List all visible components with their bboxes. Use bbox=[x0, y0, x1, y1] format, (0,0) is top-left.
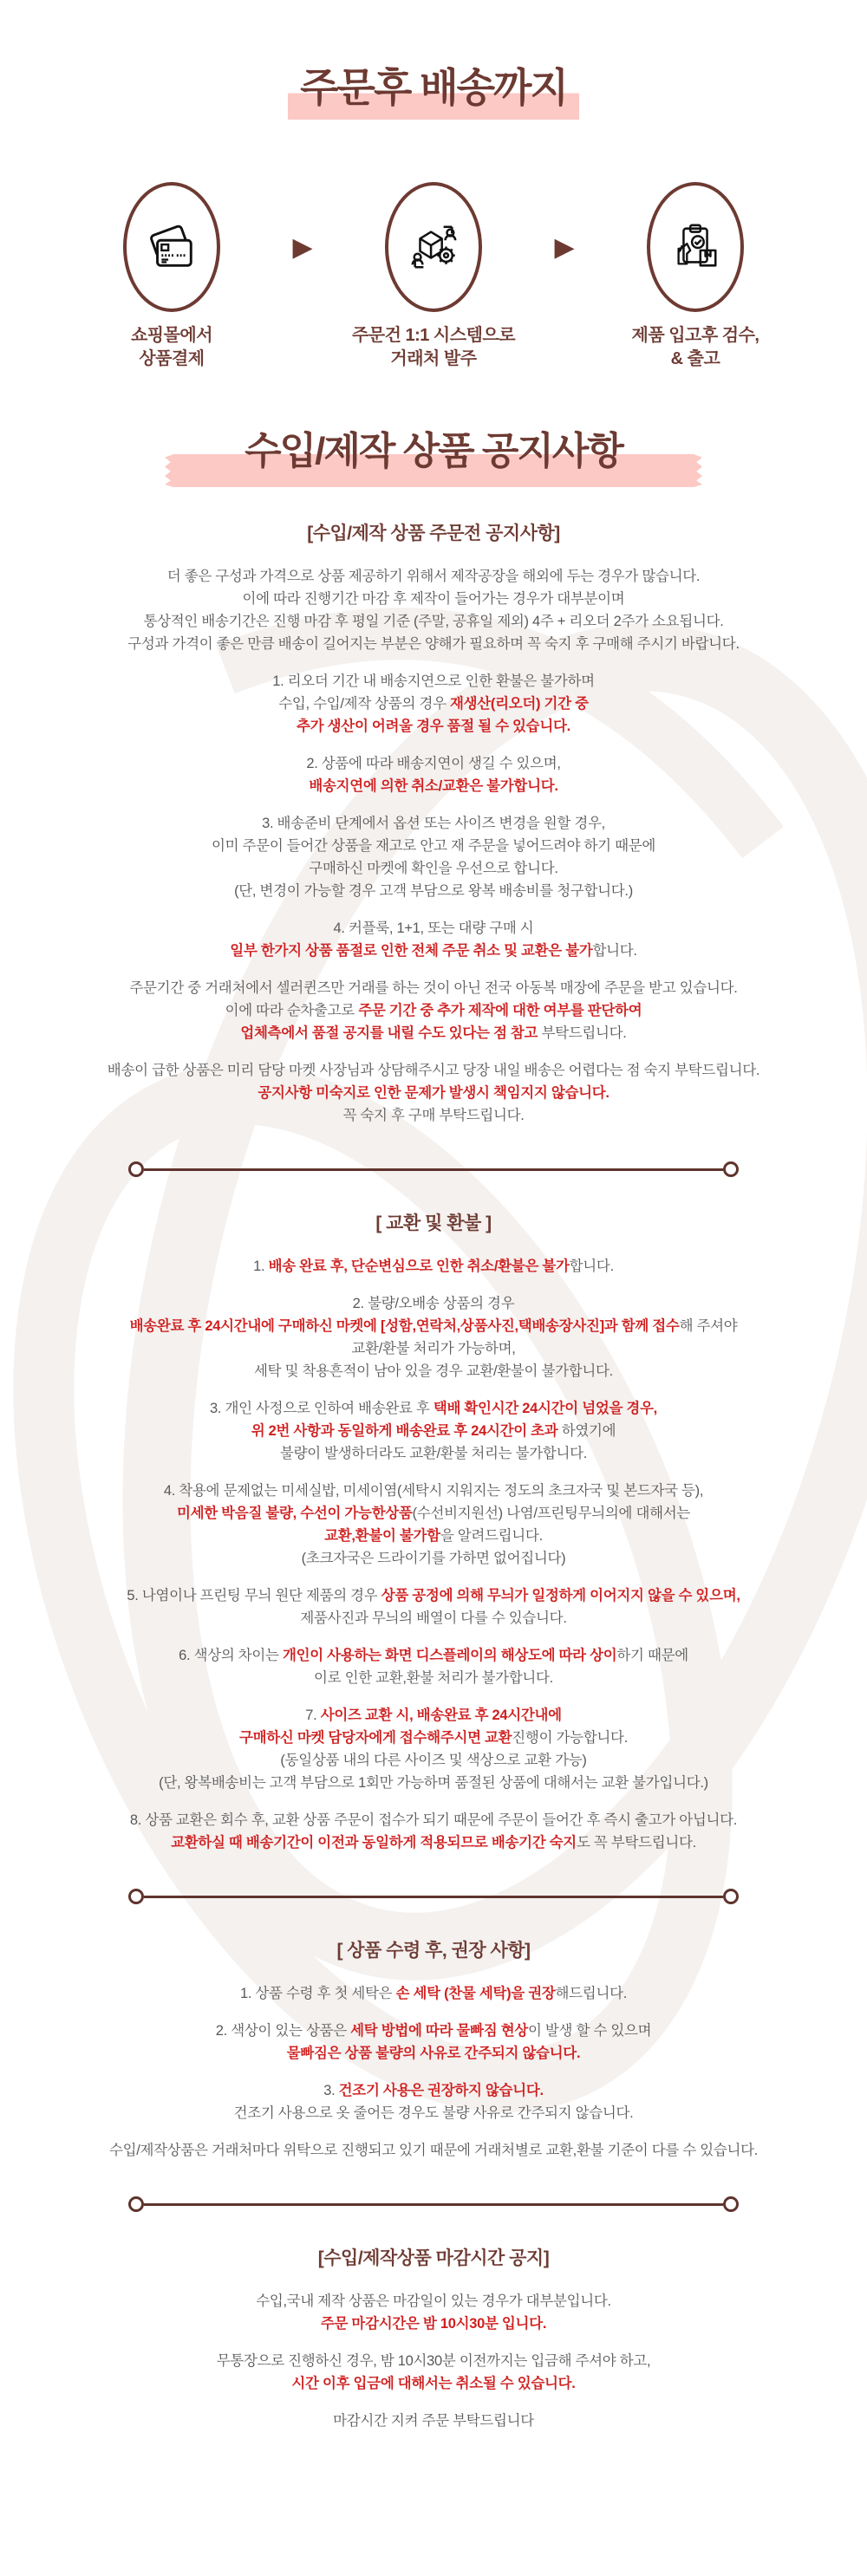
page-title bbox=[0, 62, 867, 120]
text-segment: 도 꼭 부탁드립니다. bbox=[576, 1835, 696, 1851]
text-segment: 하기 때문에 bbox=[616, 1648, 688, 1664]
text-segment: 부탁드립니다. bbox=[538, 1025, 627, 1042]
text-segment: 세탁 및 착용흔적이 남아 있을 경우 교환/환불이 불가합니다. bbox=[254, 1363, 613, 1380]
text-segment: 상품 공정에 의해 무늬가 일정하게 이어지지 않을 수 있으며, bbox=[381, 1588, 740, 1604]
section-header: [수입/제작 상품 주문전 공지사항] bbox=[307, 524, 560, 544]
step-circle bbox=[385, 182, 482, 312]
text-segment: 구성과 가격이 좋은 만큼 배송이 길어지는 부분은 양해가 필요하며 꼭 숙지 후 구매해 주시기 바랍니다. bbox=[127, 636, 740, 653]
text-segment: 4. 커플룩, 1+1, 또는 대량 구매 시 bbox=[333, 920, 534, 937]
notice-line bbox=[0, 2350, 867, 2372]
notice-line bbox=[0, 1704, 867, 1727]
text-segment: 배송이 급한 상품은 미리 담당 마켓 사장님과 상담해주시고 당장 내일 배송은 어렵다는 점 숙지 부탁드립니다. bbox=[107, 1063, 760, 1079]
text-segment: 구매하신 마켓 담당자에게 접수해주시면 교환 bbox=[239, 1730, 512, 1747]
notice-block bbox=[0, 1397, 867, 1465]
notice-line bbox=[0, 2410, 867, 2432]
notice-line bbox=[0, 1809, 867, 1831]
section-body bbox=[0, 2290, 867, 2432]
step-circle bbox=[123, 182, 220, 312]
text-segment: (단, 변경이 가능할 경우 고객 부담으로 왕복 배송비를 청구합니다.) bbox=[234, 883, 633, 900]
divider-ring-icon bbox=[723, 1161, 739, 1177]
text-segment: 주문 기간 중 추가 제작에 대한 여부를 판단하여 bbox=[358, 1003, 642, 1019]
step-inspection-shipping bbox=[587, 182, 804, 371]
text-segment: 재생산(리오더) 기간 중 bbox=[450, 696, 589, 712]
notice-block bbox=[0, 1480, 867, 1570]
notice-block bbox=[0, 752, 867, 797]
arrow-right-icon: ▶ bbox=[554, 232, 575, 262]
step-label-line: 쇼핑몰에서 bbox=[130, 326, 213, 345]
text-segment: 통상적인 배송기간은 진행 마감 후 평일 기준 (주말, 공휴일 제외) 4주 + 리오더 2주가 소요됩니다. bbox=[143, 614, 724, 630]
notice-line bbox=[0, 715, 867, 738]
section-divider bbox=[128, 1161, 739, 1177]
text-segment: 8. 상품 교환은 회수 후, 교환 상품 주문이 접수가 되기 때문에 주문이 들어간 후 즉시 출고가 아닙니다. bbox=[129, 1812, 738, 1829]
text-segment: 교환/환불 처리가 가능하며, bbox=[351, 1341, 516, 1357]
notice-line bbox=[0, 1547, 867, 1570]
step-label-line: 거래처 발주 bbox=[390, 349, 477, 368]
section-header: [수입/제작상품 마감시간 공지] bbox=[317, 2248, 550, 2269]
divider-ring-icon bbox=[128, 2196, 144, 2212]
text-segment: 구매하신 마켓에 확인을 우선으로 합니다. bbox=[309, 861, 558, 877]
text-segment: (단, 왕복배송비는 고객 부담으로 1회만 가능하며 품절된 상품에 대해서는 교환 불가입니다.) bbox=[159, 1775, 708, 1792]
notice-line bbox=[0, 917, 867, 940]
notice-line bbox=[0, 1667, 867, 1689]
notice-page bbox=[0, 62, 867, 2432]
notice-block bbox=[0, 670, 867, 738]
text-segment: 합니다. bbox=[569, 1259, 614, 1275]
notice-line bbox=[0, 2313, 867, 2335]
notice-block bbox=[0, 812, 867, 902]
text-segment: 건조기 사용은 권장하지 않습니다. bbox=[338, 2083, 544, 2099]
notice-line bbox=[0, 1644, 867, 1667]
text-segment: 물빠짐은 상품 불량의 사유로 간주되지 않습니다. bbox=[286, 2046, 581, 2062]
text-segment: 마감시간 지켜 주문 부탁드립니다 bbox=[333, 2413, 534, 2430]
step-label-line: 상품결제 bbox=[139, 349, 205, 368]
notice-block bbox=[0, 2350, 867, 2395]
text-segment: 공지사항 미숙지로 인한 문제가 발생시 책임지지 않습니다. bbox=[257, 1085, 610, 1102]
notice-block bbox=[0, 1644, 867, 1689]
text-segment: (초크자국은 드라이기를 가하면 없어집니다) bbox=[301, 1551, 566, 1567]
text-segment: 업체측에서 품절 공지를 내릴 수도 있다는 점 참고 bbox=[240, 1025, 538, 1042]
step-label-line: 제품 입고후 검수, bbox=[631, 326, 759, 345]
text-segment: 수입,국내 제작 상품은 마감일이 있는 경우가 대부분입니다. bbox=[256, 2293, 611, 2310]
section-divider bbox=[128, 1889, 739, 1904]
step-label bbox=[352, 324, 515, 371]
notice-block bbox=[0, 1584, 867, 1630]
notice-line bbox=[0, 1255, 867, 1278]
section-exchange-refund bbox=[0, 1212, 867, 1854]
notice-block bbox=[0, 1292, 867, 1382]
notice-block bbox=[0, 2079, 867, 2124]
section-divider bbox=[128, 2196, 739, 2212]
arrow-right-icon: ▶ bbox=[292, 232, 313, 262]
text-segment: 사이즈 교환 시, 배송완료 후 24시간내에 bbox=[320, 1708, 562, 1724]
text-segment: 일부 한가지 상품 품절로 인한 전체 주문 취소 및 교환은 불가 bbox=[230, 943, 593, 959]
divider-line bbox=[144, 1168, 723, 1171]
notice-line bbox=[0, 880, 867, 902]
notice-block bbox=[0, 1809, 867, 1854]
notice-line bbox=[0, 1022, 867, 1044]
text-segment: 을 알려드립니다. bbox=[440, 1528, 543, 1545]
divider-ring-icon bbox=[723, 1889, 739, 1904]
text-segment: 수입, 수입/제작 상품의 경우 bbox=[278, 696, 451, 712]
section-header: [ 상품 수령 후, 권장 사항] bbox=[336, 1941, 531, 1961]
divider-ring-icon bbox=[128, 1161, 144, 1177]
section-header: [ 교환 및 환불 ] bbox=[375, 1213, 492, 1234]
notice-line bbox=[0, 1420, 867, 1442]
text-segment: 건조기 사용으로 옷 줄어든 경우도 불량 사유로 간주되지 않습니다. bbox=[233, 2105, 634, 2122]
text-segment: 더 좋은 구성과 가격으로 상품 제공하기 위해서 제작공장을 해외에 두는 경우가 많습니다. bbox=[166, 569, 701, 585]
text-segment: 이에 따라 진행기간 마감 후 제작이 들어가는 경우가 대부분이며 bbox=[242, 591, 625, 608]
divider-line bbox=[144, 1896, 723, 1898]
delivery-process-steps bbox=[0, 182, 867, 371]
text-segment: 택배 확인시간 24시간이 넘었을 경우, bbox=[433, 1401, 657, 1417]
section-care-recommendation bbox=[0, 1939, 867, 2162]
notice-line bbox=[0, 1831, 867, 1854]
notice-line bbox=[0, 1607, 867, 1630]
notice-line bbox=[0, 1104, 867, 1127]
text-segment: 이미 주문이 들어간 상품을 재고로 안고 재 주문을 넣어드려야 하기 때문에 bbox=[211, 838, 655, 855]
text-segment: 개인이 사용하는 화면 디스플레이의 해상도에 따라 상이 bbox=[282, 1648, 617, 1664]
text-segment: 꼭 숙지 후 구매 부탁드립니다. bbox=[342, 1108, 525, 1124]
notice-line bbox=[0, 2079, 867, 2102]
text-segment: 배송완료 후 24시간내에 구매하신 마켓에 [성함,연락처,상품사진,택배송장사진]과 함께 접수 bbox=[129, 1318, 680, 1335]
text-segment: 이에 따라 순차출고로 bbox=[225, 1003, 359, 1019]
text-segment: 시간 이후 입금에 대해서는 취소될 수 있습니다. bbox=[291, 2376, 576, 2392]
notice-banner-title bbox=[0, 432, 867, 472]
step-circle bbox=[647, 182, 744, 312]
divider-ring-icon bbox=[723, 2196, 739, 2212]
notice-line bbox=[0, 2139, 867, 2162]
notice-line bbox=[0, 1292, 867, 1315]
text-segment: 1. bbox=[253, 1259, 269, 1275]
text-segment: 주문 마감시간은 밤 10시30분 입니다. bbox=[320, 2316, 547, 2332]
step-label-line: 주문건 1:1 시스템으로 bbox=[351, 326, 516, 345]
notice-line bbox=[0, 2102, 867, 2124]
notice-block bbox=[0, 565, 867, 655]
text-segment: 7. bbox=[305, 1708, 321, 1724]
notice-line bbox=[0, 999, 867, 1022]
text-segment: 1. 상품 수령 후 첫 세탁은 bbox=[239, 1986, 396, 2002]
notice-block bbox=[0, 1255, 867, 1278]
section-body bbox=[0, 565, 867, 1127]
section-preorder-notice bbox=[0, 522, 867, 1127]
text-segment: 세탁 방법에 따라 물빠짐 현상 bbox=[350, 2023, 528, 2039]
text-segment: 주문기간 중 거래처에서 셀러퀸즈만 거래를 하는 것이 아닌 전국 아동복 매장에 주문을 받고 있습니다. bbox=[129, 980, 738, 997]
notice-line bbox=[0, 2020, 867, 2042]
credit-card-icon bbox=[145, 220, 199, 274]
text-segment: 이로 인한 교환,환불 처리가 불가합니다. bbox=[314, 1670, 553, 1687]
notice-line bbox=[0, 1360, 867, 1382]
text-segment: 불량이 발생하더라도 교환/환불 처리는 불가합니다. bbox=[279, 1446, 588, 1462]
text-segment: 2. 상품에 따라 배송지연이 생길 수 있으며, bbox=[306, 756, 561, 772]
text-segment: 교환하실 때 배송기간이 이전과 동일하게 적용되므로 배송기간 숙지 bbox=[171, 1835, 577, 1851]
text-segment: 합니다. bbox=[592, 943, 637, 959]
notice-line bbox=[0, 1337, 867, 1360]
notice-line bbox=[0, 1584, 867, 1607]
notice-line bbox=[0, 2372, 867, 2395]
text-segment: 제품사진과 무늬의 배열이 다를 수 있습니다. bbox=[300, 1610, 567, 1627]
notice-line bbox=[0, 670, 867, 693]
notice-line bbox=[0, 2290, 867, 2313]
notice-line bbox=[0, 1749, 867, 1772]
notice-line bbox=[0, 857, 867, 880]
text-segment: 6. 색상의 차이는 bbox=[179, 1648, 283, 1664]
text-segment: 4. 착용에 문제없는 미세실밥, 미세이염(세탁시 지워지는 정도의 초크자국 및 본드자국 등), bbox=[163, 1483, 704, 1499]
notice-line bbox=[0, 1442, 867, 1465]
notice-block bbox=[0, 2139, 867, 2162]
step-label bbox=[131, 324, 212, 371]
notice-block bbox=[0, 2290, 867, 2335]
text-segment: 미세한 박음질 불량, 수선이 가능한상품 bbox=[176, 1506, 413, 1522]
text-segment: 이 발생 할 수 있으며 bbox=[527, 2023, 652, 2039]
notice-line bbox=[0, 940, 867, 962]
notice-banner-text: 수입/제작 상품 공지사항 bbox=[244, 430, 623, 472]
text-segment: 교환,환불이 불가함 bbox=[324, 1528, 440, 1545]
notice-line bbox=[0, 1397, 867, 1420]
text-segment: 무통장으로 진행하신 경우, 밤 10시30분 이전까지는 입금해 주셔야 하고, bbox=[216, 2353, 651, 2370]
text-segment: 3. 개인 사정으로 인하여 배송완료 후 bbox=[210, 1401, 434, 1417]
notice-line bbox=[0, 1525, 867, 1547]
notice-line bbox=[0, 835, 867, 857]
notice-block bbox=[0, 1059, 867, 1127]
notice-line bbox=[0, 977, 867, 999]
notice-block bbox=[0, 1704, 867, 1794]
text-segment: (수선비지원선) 나염/프린팅무늬의에 대해서는 bbox=[412, 1506, 691, 1522]
text-segment: 손 세탁 (찬물 세탁)을 권장 bbox=[395, 1986, 556, 2002]
text-segment: 진행이 가능합니다. bbox=[512, 1730, 628, 1747]
notice-line bbox=[0, 1059, 867, 1082]
notice-block bbox=[0, 2410, 867, 2432]
notice-block bbox=[0, 917, 867, 962]
notice-line bbox=[0, 2042, 867, 2065]
divider-ring-icon bbox=[128, 1889, 144, 1904]
step-label bbox=[632, 324, 759, 371]
text-segment: 해드립니다. bbox=[555, 1986, 628, 2002]
text-segment: 배송지연에 의한 취소/교환은 불가합니다. bbox=[309, 778, 558, 795]
notice-line bbox=[0, 693, 867, 715]
notice-line bbox=[0, 1480, 867, 1502]
notice-line bbox=[0, 752, 867, 775]
divider-line bbox=[144, 2203, 723, 2206]
section-body bbox=[0, 1982, 867, 2162]
notice-line bbox=[0, 610, 867, 633]
text-segment: 2. 색상이 있는 상품은 bbox=[215, 2023, 351, 2039]
notice-line bbox=[0, 1772, 867, 1794]
text-segment: 하였기에 bbox=[557, 1423, 616, 1440]
text-segment: 5. 나염이나 프린팅 무늬 원단 제품의 경우 bbox=[127, 1588, 381, 1604]
notice-line bbox=[0, 1502, 867, 1525]
notice-line bbox=[0, 588, 867, 610]
order-system-icon bbox=[407, 220, 460, 274]
text-segment: 위 2번 사항과 동일하게 배송완료 후 24시간이 초과 bbox=[251, 1423, 558, 1440]
notice-line bbox=[0, 1082, 867, 1104]
text-segment: 3. 배송준비 단계에서 옵션 또는 사이즈 변경을 원할 경우, bbox=[262, 816, 605, 832]
page-title-text: 주문후 배송까지 bbox=[288, 62, 579, 120]
text-segment: 해 주셔야 bbox=[679, 1318, 738, 1335]
text-segment: 1. 리오더 기간 내 배송지연으로 인한 환불은 불가하며 bbox=[272, 673, 595, 690]
text-segment: 수입/제작상품은 거래처마다 위탁으로 진행되고 있기 때문에 거래처별로 교환,환불 기준이 다를 수 있습니다. bbox=[108, 2143, 759, 2159]
text-segment: 배송 완료 후, 단순변심으로 인한 취소/환불은 불가 bbox=[268, 1259, 570, 1275]
notice-line bbox=[0, 565, 867, 588]
notice-line bbox=[0, 633, 867, 655]
notice-line bbox=[0, 1315, 867, 1337]
text-segment: 3. bbox=[323, 2083, 339, 2099]
notice-block bbox=[0, 2020, 867, 2065]
notice-line bbox=[0, 812, 867, 835]
notice-line bbox=[0, 1727, 867, 1749]
text-segment: (동일상품 내의 다른 사이즈 및 색상으로 교환 가능) bbox=[280, 1753, 587, 1769]
step-label-line: & 출고 bbox=[670, 349, 720, 368]
text-segment: 추가 생산이 어려울 경우 품절 될 수 있습니다. bbox=[297, 719, 570, 735]
section-deadline-notice bbox=[0, 2247, 867, 2432]
notice-block bbox=[0, 1982, 867, 2005]
inspect-ship-icon bbox=[668, 220, 722, 274]
notice-line bbox=[0, 1982, 867, 2005]
section-body bbox=[0, 1255, 867, 1854]
notice-line bbox=[0, 775, 867, 797]
text-segment: 2. 불량/오배송 상품의 경우 bbox=[352, 1296, 515, 1312]
notice-block bbox=[0, 977, 867, 1044]
step-payment bbox=[63, 182, 280, 371]
step-order-system bbox=[325, 182, 542, 371]
